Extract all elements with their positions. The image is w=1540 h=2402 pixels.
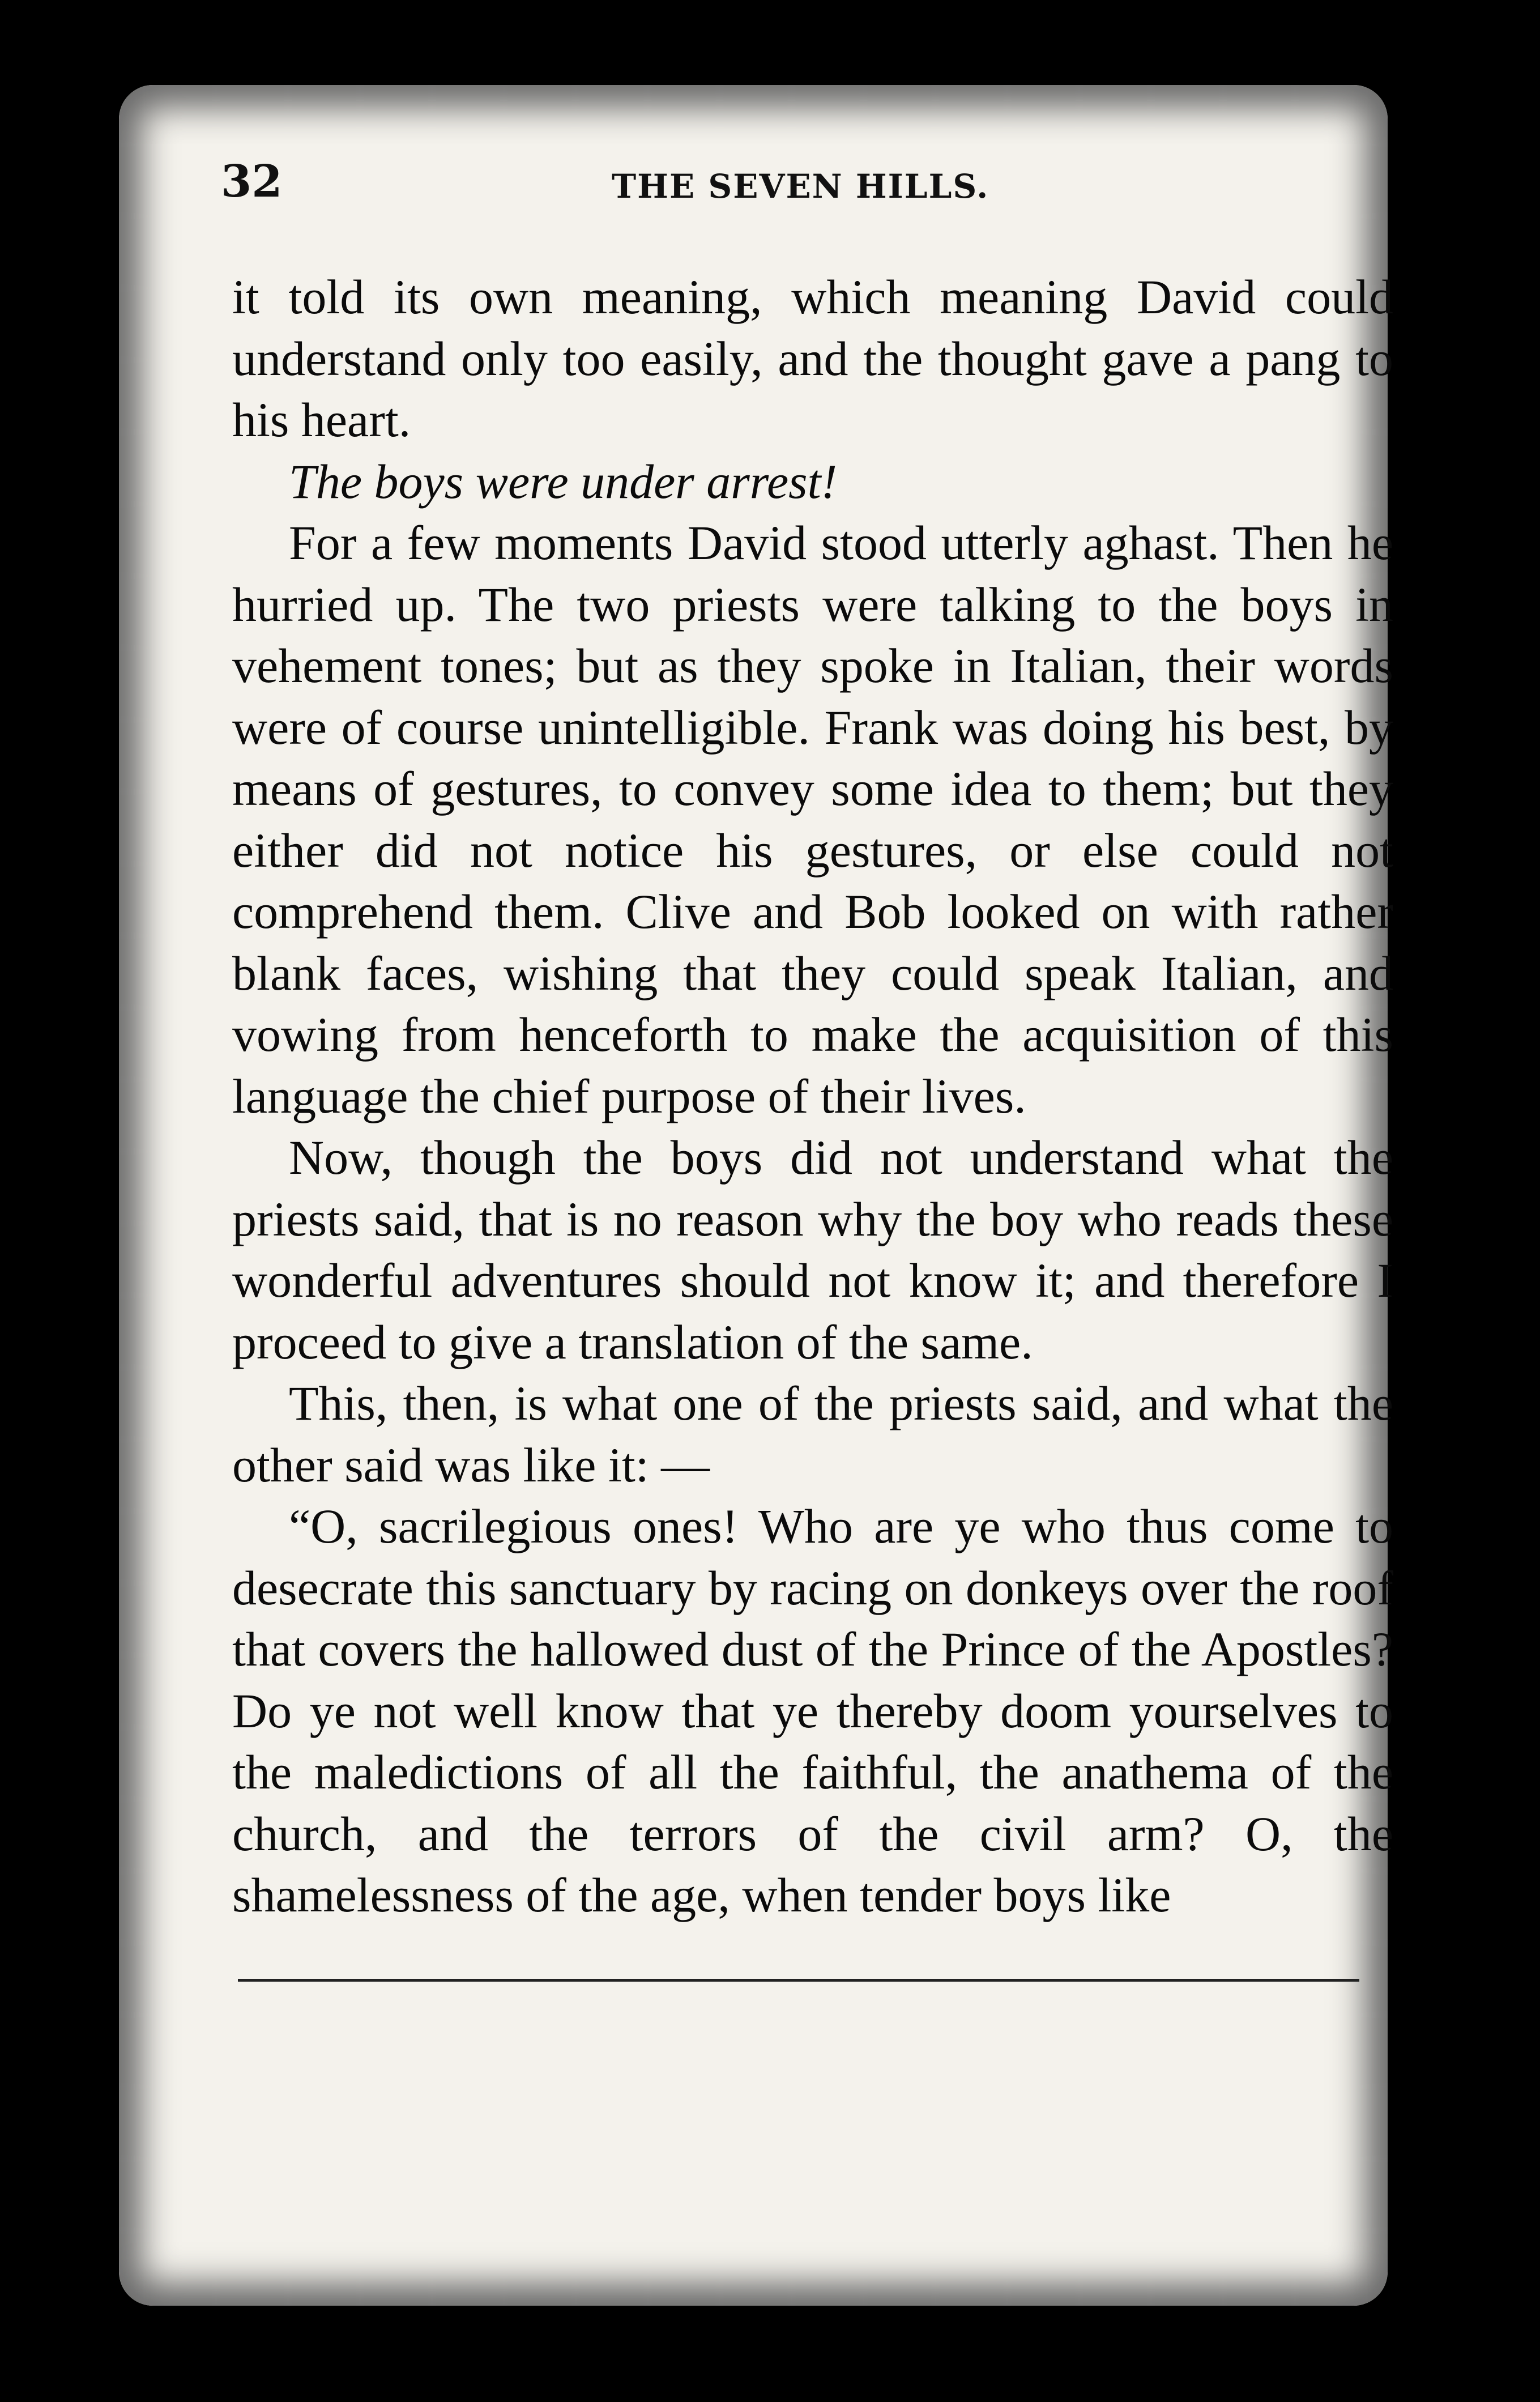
- paragraph-2: The boys were under arrest!: [289, 454, 838, 509]
- scan-line-artifact: [238, 1979, 1359, 1982]
- paragraph-1: it told its own meaning, which meaning David could understand only too easily, and the thought gave a pang to his heart.: [232, 270, 1393, 447]
- page-number: 32: [221, 156, 283, 207]
- paragraph-4: Now, though the boys did not understand what the priests said, that is no reason why the boy who reads these wonderful adventures should not know it; and therefore I proceed to give a translation of the same.: [232, 1130, 1393, 1369]
- page-header: [221, 156, 1382, 224]
- paragraph-6: “O, sacrilegious ones! Who are ye who thus come to desecrate this sanctuary by racing on donkeys over the roof that covers the hallowed dust of the Prince of the Apostles? Do ye not well know that ye thereby doom yourselves to the maledictions of all the faithful, the anathema of the church, and the terrors of the civil arm? O, the shamelessness of the age, when tender boys like: [232, 1499, 1393, 1922]
- running-title: THE SEVEN HILLS.: [612, 167, 989, 206]
- paragraph-3: For a few moments David stood utterly aghast. Then he hurried up. The two priests were talking to the boys in vehement tones; but as they spoke in Italian, their words were of course unintelligible. Frank was doing his best, by means of gestures, to convey some idea to them; but they either did not notice his gestures, or else could not comprehend them. Clive and Bob looked on with rather blank faces, wishing that they could speak Italian, and vowing from henceforth to make the acquisition of this language the chief purpose of their lives.: [232, 516, 1393, 1123]
- paragraph-5: This, then, is what one of the priests said, and what the other said was like it: —: [232, 1376, 1393, 1492]
- body-text: [232, 266, 1393, 1926]
